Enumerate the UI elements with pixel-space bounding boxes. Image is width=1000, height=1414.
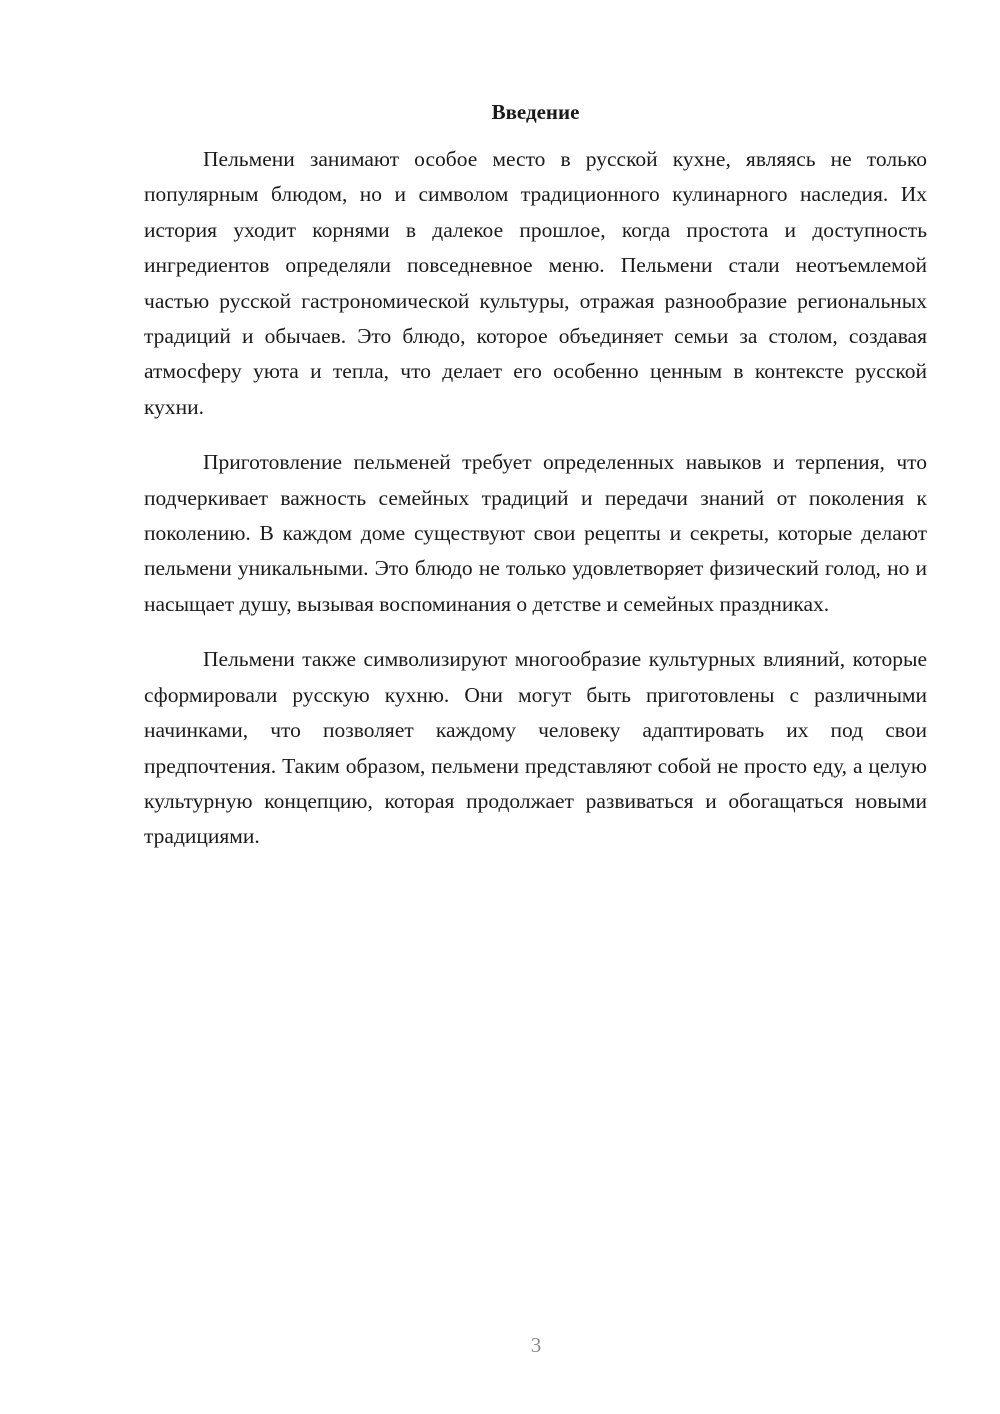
page-number: 3: [530, 1333, 542, 1357]
body-text: [144, 142, 927, 875]
paragraph-2: Приготовление пельменей требует определенных навыков и терпения, что подчеркивает важность семейных традиций и передачи знаний от поколения к поколению. В каждом доме существуют свои рецепты и секреты, которые делают пельмени уникальными. Это блюдо не только удовлетворяет физический голод, но и насыщает душу, вызывая воспоминания о детстве и семейных праздниках.: [144, 450, 927, 616]
paragraph-3: Пельмени также символизируют многообразие культурных влияний, которые сформировали русскую кухню. Они могут быть приготовлены с различными начинками, что позволяет каждому человеку адаптировать их под свои предпочтения. Таким образом, пельмени представляют собой не просто еду, а целую культурную концепцию, которая продолжает развиваться и обогащаться новыми традициями.: [144, 647, 927, 849]
paragraph-1: Пельмени занимают особое место в русской кухне, являясь не только популярным блюдом, но и символом традиционного кулинарного наследия. Их история уходит корнями в далекое прошлое, когда простота и доступность ингредиентов определяли повседневное меню. Пельмени стали неотъемлемой частью русской гастрономической культуры, отражая разнообразие региональных традиций и обычаев. Это блюдо, которое объединяет семьи за столом, создавая атмосферу уюта и тепла, что делает его особенно ценным в контексте русской кухни.: [144, 147, 927, 419]
section-heading: Введение: [491, 100, 580, 124]
